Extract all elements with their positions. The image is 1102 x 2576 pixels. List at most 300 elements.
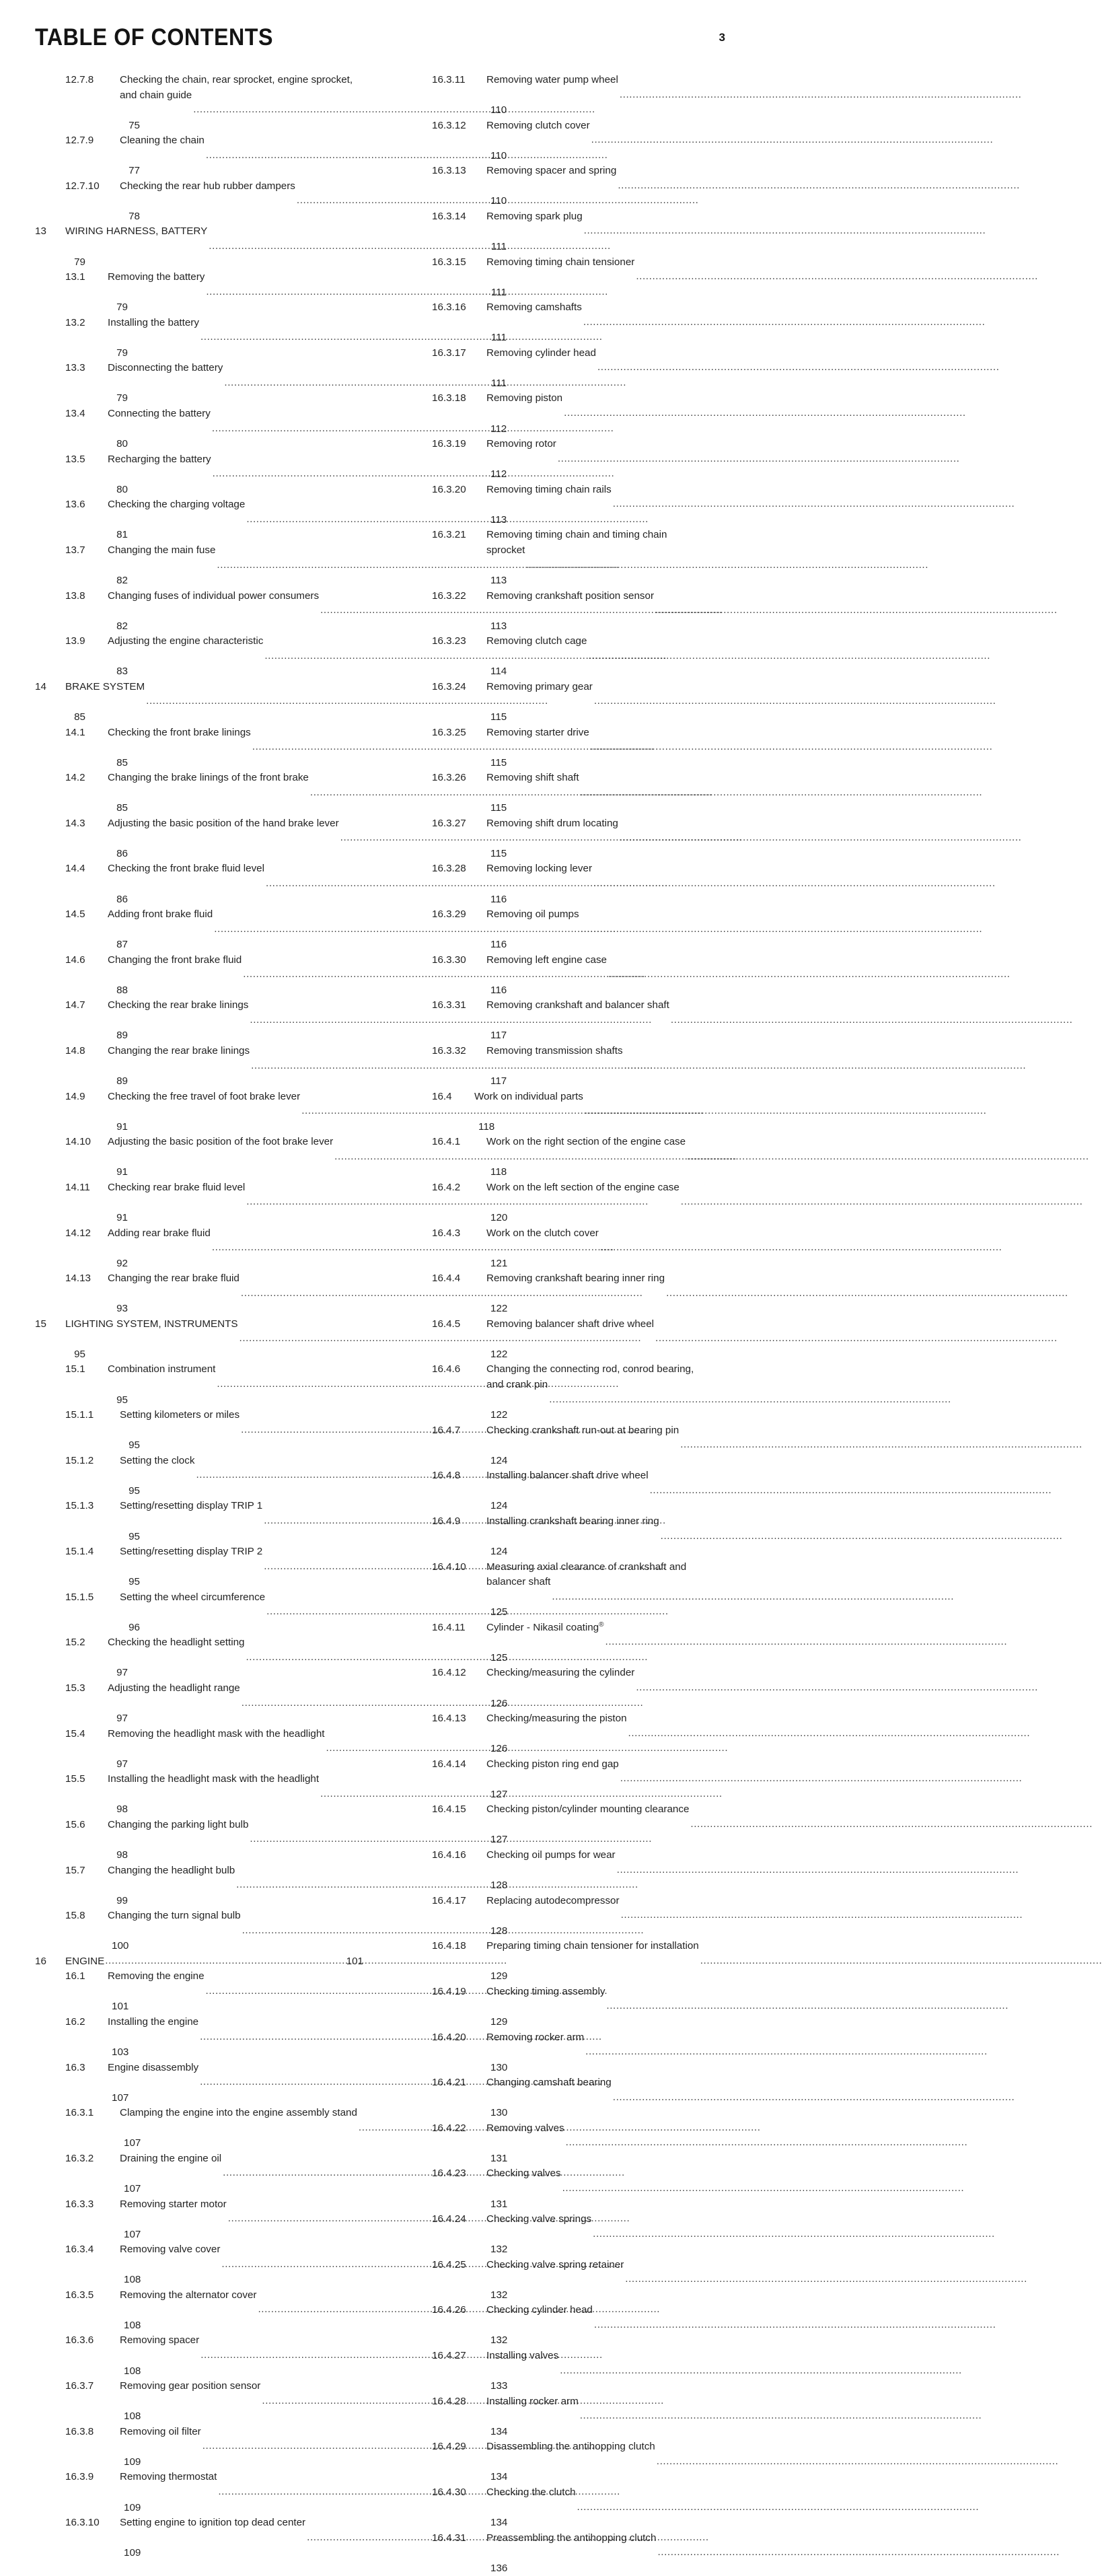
- toc-entry-number: 16.3.15: [432, 256, 466, 268]
- toc-entry-title: Changing camshaft bearing: [486, 2077, 612, 2089]
- toc-entry[interactable]: [35, 1908, 363, 1954]
- toc-entry[interactable]: [35, 725, 363, 771]
- toc-entry[interactable]: [402, 2485, 706, 2531]
- toc-column-right: [402, 73, 706, 2576]
- toc-entry-page: 109: [124, 2501, 141, 2513]
- toc-entry-title: Removing shift drum locating: [486, 817, 618, 829]
- toc-entry-title: Replacing autodecompressor: [486, 1894, 620, 1906]
- toc-entry-page: 91: [116, 1166, 128, 1178]
- toc-entry[interactable]: [35, 179, 363, 225]
- toc-entry[interactable]: [35, 133, 363, 179]
- toc-entry-page: 88: [116, 984, 128, 996]
- toc-entry[interactable]: [35, 589, 363, 635]
- toc-entry-number: 16.4.30: [432, 2486, 466, 2498]
- toc-entry[interactable]: [35, 2061, 363, 2106]
- toc-entry[interactable]: [402, 816, 706, 862]
- toc-entry[interactable]: [402, 1939, 706, 1984]
- toc-entry-body: [120, 1408, 363, 1454]
- toc-entry[interactable]: [402, 1848, 706, 1894]
- toc-entry[interactable]: [402, 1802, 706, 1848]
- toc-entry-body: [486, 634, 706, 680]
- toc-entry[interactable]: [402, 1089, 706, 1135]
- toc-entry-body: [486, 2303, 706, 2349]
- toc-entry-number: 14.10: [65, 1136, 91, 1148]
- toc-entry-page: 133: [490, 2380, 508, 2392]
- toc-entry-title: Removing piston: [486, 392, 563, 404]
- toc-entry-title: Changing the brake linings of the front brake: [108, 772, 309, 784]
- toc-entry-number: 16.1: [65, 1970, 85, 1982]
- toc-entry-body: [108, 725, 363, 771]
- toc-entry-body: [486, 2121, 706, 2167]
- toc-entry-number: 16.3.17: [432, 347, 466, 359]
- toc-entry-number: 16.4.13: [432, 1713, 466, 1725]
- toc-entry-body: [108, 1089, 363, 1135]
- toc-entry[interactable]: [402, 2166, 706, 2212]
- toc-entry[interactable]: [402, 1620, 706, 1666]
- toc-entry-page: 107: [124, 2137, 141, 2149]
- toc-entry[interactable]: [402, 1560, 706, 1620]
- toc-entry-page: 89: [116, 1030, 128, 1042]
- dot-leader: [320, 1787, 362, 1802]
- toc-entry[interactable]: [402, 2439, 706, 2485]
- toc-entry[interactable]: [402, 1226, 706, 1272]
- toc-entry[interactable]: [402, 2258, 706, 2303]
- toc-entry[interactable]: [402, 164, 706, 209]
- toc-entry[interactable]: [402, 1666, 706, 1711]
- toc-entry-title: Changing the turn signal bulb: [108, 1910, 241, 1922]
- toc-entry[interactable]: [35, 543, 363, 589]
- toc-entry-page: 128: [490, 1880, 508, 1892]
- toc-entry-body: [108, 1818, 363, 1863]
- toc-entry-page: 82: [116, 575, 128, 587]
- toc-entry-number: 14.9: [65, 1090, 85, 1102]
- toc-entry-page: 131: [490, 2198, 508, 2210]
- toc-entry[interactable]: [35, 2379, 363, 2425]
- dot-leader: [217, 1377, 362, 1392]
- toc-entry[interactable]: [35, 1954, 363, 1970]
- toc-entry-number: 16.3.3: [65, 2198, 94, 2210]
- toc-entry[interactable]: [35, 2333, 363, 2379]
- toc-entry-body: [108, 953, 363, 999]
- toc-entry-body: [65, 680, 363, 725]
- toc-entry-body: [108, 543, 363, 589]
- toc-entry-page: 112: [490, 468, 507, 480]
- toc-entry-number: 16.4.18: [432, 1940, 466, 1952]
- toc-entry[interactable]: [402, 589, 706, 635]
- toc-entry-page: 129: [490, 1970, 508, 1982]
- toc-entry[interactable]: [35, 497, 363, 543]
- toc-entry-body: [486, 1984, 706, 2030]
- toc-entry-title: Installing the engine: [108, 2016, 199, 2028]
- toc-entry[interactable]: [35, 1818, 363, 1863]
- toc-entry-number: 16.3.27: [432, 817, 466, 829]
- toc-entry[interactable]: [35, 2242, 363, 2288]
- toc-entry-title: Removing transmission shafts: [486, 1045, 623, 1057]
- toc-entry[interactable]: [35, 1317, 363, 1363]
- dot-leader: [613, 2090, 704, 2106]
- toc-entry-title: Removing the engine: [108, 1970, 205, 1982]
- toc-entry[interactable]: [35, 2151, 363, 2197]
- toc-entry-number: 16.2: [65, 2016, 85, 2028]
- dot-leader: [246, 512, 362, 528]
- toc-entry-number: 15.2: [65, 1637, 85, 1649]
- toc-entry[interactable]: [402, 953, 706, 999]
- toc-entry[interactable]: [402, 2212, 706, 2258]
- toc-entry-page: 125: [490, 1651, 508, 1663]
- toc-entry[interactable]: [35, 2288, 363, 2334]
- toc-entry[interactable]: [35, 1635, 363, 1681]
- toc-entry[interactable]: [35, 1271, 363, 1317]
- toc-entry[interactable]: [402, 1271, 706, 1317]
- toc-entry[interactable]: [35, 1180, 363, 1226]
- toc-entry-page: 128: [490, 1925, 508, 1937]
- toc-entry[interactable]: [402, 1180, 706, 1226]
- toc-entry-body: [120, 1590, 363, 1636]
- toc-entry[interactable]: [35, 634, 363, 680]
- toc-entry-body: [486, 437, 706, 482]
- toc-entry-body: [120, 2151, 363, 2197]
- toc-entry-body: [120, 2470, 363, 2515]
- toc-entry[interactable]: [35, 2106, 363, 2151]
- toc-entry-body: [486, 2212, 706, 2258]
- toc-entry[interactable]: [402, 1894, 706, 1939]
- toc-entry[interactable]: [402, 2121, 706, 2167]
- toc-entry[interactable]: [35, 406, 363, 452]
- toc-entry[interactable]: [402, 1514, 706, 1560]
- toc-entry-number: 14.5: [65, 908, 85, 921]
- dot-leader: [334, 1149, 362, 1165]
- toc-entry-title: Checking rear brake fluid level: [108, 1181, 246, 1193]
- toc-entry-body: [65, 224, 363, 270]
- toc-entry[interactable]: [35, 1681, 363, 1727]
- toc-entry[interactable]: [35, 73, 363, 133]
- toc-entry[interactable]: [402, 2030, 706, 2076]
- toc-entry[interactable]: [35, 361, 363, 406]
- toc-entry-body: [486, 907, 706, 953]
- dot-leader: [655, 1331, 704, 1347]
- toc-entry-number: 15.1.2: [65, 1454, 94, 1466]
- toc-entry[interactable]: [35, 1226, 363, 1272]
- toc-entry-title: Changing the main fuse: [108, 544, 216, 556]
- toc-entry[interactable]: [402, 1757, 706, 1803]
- toc-entry-page: 79: [116, 301, 128, 314]
- toc-entry[interactable]: [402, 437, 706, 482]
- dot-leader: [242, 1923, 362, 1939]
- toc-entry-body: [65, 1954, 363, 1970]
- toc-entry-body: [120, 133, 363, 179]
- toc-entry-title: Connecting the battery: [108, 408, 211, 420]
- toc-entry[interactable]: [35, 1772, 363, 1818]
- toc-entry-title: Removing timing chain tensioner: [486, 256, 635, 268]
- toc-entry[interactable]: [35, 1089, 363, 1135]
- toc-entry-body: [120, 2197, 363, 2243]
- toc-entry-body: [486, 1802, 706, 1848]
- dot-leader: [591, 740, 704, 755]
- dot-leader: [250, 1832, 362, 1847]
- toc-entry[interactable]: [402, 1135, 706, 1180]
- toc-entry[interactable]: [35, 771, 363, 816]
- toc-entry[interactable]: [402, 1468, 706, 1514]
- toc-entry-page: 131: [490, 2152, 508, 2164]
- toc-entry-page: 79: [116, 347, 128, 359]
- toc-entry-body: [120, 2515, 363, 2561]
- toc-entry-number: 16.4.27: [432, 2350, 466, 2362]
- toc-entry-page: 92: [116, 1257, 128, 1269]
- toc-entry-number: 15.5: [65, 1773, 85, 1785]
- dot-leader: [584, 223, 704, 239]
- toc-entry-page: 114: [490, 666, 507, 678]
- dot-leader: [657, 2545, 704, 2561]
- toc-entry-page: 115: [490, 847, 507, 859]
- toc-entry-title: Adjusting the headlight range: [108, 1682, 240, 1694]
- toc-entry-page: 103: [112, 2046, 129, 2059]
- toc-entry-page: 116: [490, 893, 507, 905]
- toc-entry-title: Removing timing chain and timing chain sprocket: [486, 529, 667, 556]
- toc-entry-number: 15.7: [65, 1864, 85, 1876]
- dot-leader: [258, 2302, 362, 2318]
- toc-entry-number: 16.4.23: [432, 2168, 466, 2180]
- toc-entry[interactable]: [35, 2515, 363, 2561]
- toc-entry-number: 16.3.11: [432, 74, 466, 85]
- toc-entry-title: Checking oil pumps for wear: [486, 1849, 616, 1861]
- toc-entry-title: Installing rocker arm: [486, 2395, 579, 2407]
- toc-entry-title: Engine disassembly: [108, 2061, 199, 2073]
- dot-leader: [359, 2120, 363, 2136]
- toc-entry-body: [486, 2394, 706, 2440]
- toc-entry-page: 109: [124, 2456, 141, 2468]
- toc-entry-title: Recharging the battery: [108, 453, 211, 465]
- toc-entry[interactable]: [402, 998, 706, 1044]
- toc-entry[interactable]: [35, 1408, 363, 1454]
- toc-entry[interactable]: [35, 1362, 363, 1408]
- toc-entry-page: 100: [112, 1940, 129, 1952]
- toc-entry[interactable]: [35, 1135, 363, 1180]
- dot-leader: [628, 1726, 704, 1742]
- toc-entry-title: Installing the battery: [108, 316, 199, 328]
- toc-entry-page: 79: [116, 392, 128, 404]
- toc-entry-page: 85: [116, 756, 128, 768]
- toc-entry[interactable]: [35, 907, 363, 953]
- toc-entry-page: 124: [490, 1454, 508, 1466]
- toc-entry-page: 81: [116, 529, 128, 541]
- toc-entry-number: 14: [35, 680, 46, 692]
- toc-entry-title: Checking the rear brake linings: [108, 999, 249, 1011]
- dot-leader: [264, 1513, 362, 1529]
- toc-entry-page: 132: [490, 2334, 508, 2347]
- toc-entry-title: Installing valves: [486, 2350, 559, 2362]
- toc-entry-number: 12.7.10: [65, 180, 100, 192]
- toc-entry[interactable]: [35, 1590, 363, 1636]
- toc-entry-body: [486, 1757, 706, 1803]
- dot-leader: [213, 466, 362, 482]
- toc-entry[interactable]: [402, 255, 706, 301]
- toc-entry[interactable]: [35, 2197, 363, 2243]
- toc-entry-title: Removing gear position sensor: [120, 2380, 261, 2392]
- toc-entry[interactable]: [35, 452, 363, 498]
- dot-leader: [552, 1589, 704, 1605]
- toc-entry[interactable]: [402, 2349, 706, 2394]
- toc-entry-body: [120, 2106, 363, 2151]
- toc-entry-number: 16.4.5: [432, 1318, 461, 1330]
- toc-entry[interactable]: [35, 680, 363, 725]
- toc-entry-body: [120, 2288, 363, 2334]
- toc-entry-body: [486, 2075, 706, 2121]
- toc-entry-number: 15.1.5: [65, 1591, 94, 1603]
- toc-entry-number: 16.3.20: [432, 483, 466, 495]
- toc-entry-page: 113: [490, 575, 507, 587]
- toc-entry-body: [486, 255, 706, 301]
- toc-entry[interactable]: [35, 1044, 363, 1089]
- toc-entry-page: 80: [116, 438, 128, 450]
- toc-entry[interactable]: [402, 861, 706, 907]
- toc-entry[interactable]: [402, 634, 706, 680]
- toc-entry-title: Setting/resetting display TRIP 1: [120, 1500, 263, 1512]
- toc-entry-body: [486, 73, 706, 118]
- toc-entry-body: [108, 589, 363, 635]
- toc-entry-title: Work on the right section of the engine case: [486, 1136, 686, 1148]
- toc-entry-number: 16.4.21: [432, 2077, 466, 2089]
- toc-entry-page: 97: [116, 1713, 128, 1725]
- dot-leader: [228, 2211, 362, 2227]
- toc-entry[interactable]: [402, 300, 706, 346]
- toc-entry[interactable]: [35, 1499, 363, 1544]
- toc-entry-body: [486, 1560, 706, 1620]
- toc-entry-number: 16.3.19: [432, 438, 466, 450]
- toc-entry[interactable]: [35, 861, 363, 907]
- toc-entry-number: 16.3.31: [432, 999, 466, 1011]
- toc-entry-page: 91: [116, 1120, 128, 1133]
- toc-entry-page: 95: [128, 1576, 140, 1588]
- toc-entry-number: 16.4.25: [432, 2258, 466, 2270]
- dot-leader: [206, 285, 362, 300]
- toc-entry-title: Adding front brake fluid: [108, 908, 213, 921]
- toc-entry[interactable]: [402, 118, 706, 164]
- toc-entry-page: 130: [490, 2061, 508, 2073]
- toc-entry[interactable]: [35, 1863, 363, 1909]
- toc-entry-title: Removing rocker arm: [486, 2031, 585, 2043]
- toc-entry[interactable]: [35, 816, 363, 862]
- toc-entry-title: Checking timing assembly: [486, 1985, 605, 1997]
- toc-entry-number: 16.4.4: [432, 1273, 461, 1285]
- toc-entry-page: 130: [490, 2107, 508, 2119]
- toc-entry[interactable]: [402, 725, 706, 771]
- toc-entry-body: [108, 861, 363, 907]
- toc-entry-title: Removing timing chain rails: [486, 483, 612, 495]
- toc-entry-number: 16.3.32: [432, 1045, 466, 1057]
- toc-entry-number: 15: [35, 1318, 46, 1330]
- toc-entry-number: 14.1: [65, 726, 85, 738]
- toc-entry[interactable]: [402, 346, 706, 392]
- toc-entry-body: [108, 1863, 363, 1909]
- toc-entry[interactable]: [35, 2470, 363, 2515]
- toc-entry-body: [486, 953, 706, 999]
- toc-entry[interactable]: [402, 2531, 706, 2576]
- toc-entry-page: 77: [128, 165, 140, 177]
- toc-entry[interactable]: [402, 1317, 706, 1363]
- toc-entry-number: 14.3: [65, 817, 85, 829]
- toc-entry[interactable]: [402, 680, 706, 725]
- toc-entry[interactable]: [35, 953, 363, 999]
- toc-entry-title: Removing spark plug: [486, 210, 583, 222]
- toc-entry[interactable]: [402, 73, 706, 118]
- toc-entry[interactable]: [402, 391, 706, 437]
- dot-leader: [266, 1604, 362, 1620]
- toc-entry[interactable]: [35, 1544, 363, 1590]
- toc-entry[interactable]: [35, 2425, 363, 2470]
- toc-entry-number: 16.4.10: [432, 1561, 466, 1573]
- toc-entry-number: 16.4.26: [432, 2304, 466, 2316]
- toc-entry[interactable]: [35, 224, 363, 270]
- dot-leader: [597, 360, 704, 375]
- toc-entry[interactable]: [35, 1454, 363, 1499]
- dot-leader: [605, 1635, 704, 1650]
- toc-entry[interactable]: [402, 1362, 706, 1423]
- toc-entry[interactable]: [402, 2303, 706, 2349]
- toc-entry-title: Draining the engine oil: [120, 2152, 222, 2164]
- toc-entry-title: LIGHTING SYSTEM, INSTRUMENTS: [65, 1318, 238, 1330]
- toc-entry[interactable]: [402, 2394, 706, 2440]
- toc-entry-page: 127: [490, 1834, 508, 1846]
- toc-entry[interactable]: [402, 771, 706, 816]
- toc-entry[interactable]: [402, 528, 706, 588]
- toc-entry-title: Removing clutch cover: [486, 119, 590, 131]
- toc-entry-title: Checking the clutch: [486, 2486, 576, 2498]
- toc-entry[interactable]: [35, 1969, 363, 2015]
- toc-entry-body: [108, 1135, 363, 1180]
- dot-leader: [264, 649, 362, 664]
- toc-entry-page: 79: [74, 256, 85, 268]
- toc-entry[interactable]: [402, 907, 706, 953]
- toc-entry-body: [120, 2242, 363, 2288]
- toc-entry[interactable]: [35, 316, 363, 361]
- toc-entry[interactable]: [402, 2075, 706, 2121]
- toc-entry-body: [108, 1635, 363, 1681]
- toc-entry[interactable]: [402, 1711, 706, 1757]
- dot-leader: [297, 193, 362, 209]
- toc-entry-page: 82: [116, 620, 128, 632]
- toc-entry-number: 13.7: [65, 544, 85, 556]
- toc-entry-number: 16.3.8: [65, 2425, 94, 2437]
- toc-entry-page: 118: [478, 1120, 495, 1133]
- toc-entry-number: 16.3.7: [65, 2380, 94, 2392]
- toc-entry[interactable]: [402, 209, 706, 255]
- toc-entry-page: 107: [112, 2091, 129, 2104]
- toc-entry[interactable]: [402, 1044, 706, 1089]
- toc-entry-page: 121: [490, 1257, 508, 1269]
- toc-entry-body: [486, 1226, 706, 1272]
- toc-entry[interactable]: [402, 1423, 706, 1469]
- toc-entry-number: 16.4.17: [432, 1894, 466, 1906]
- toc-entry-number: 13.2: [65, 316, 85, 328]
- toc-entry-number: 16.3.18: [432, 392, 466, 404]
- dot-leader: [203, 2439, 362, 2454]
- dot-leader: [560, 2363, 704, 2379]
- toc-entry-title: Checking the free travel of foot brake lever: [108, 1090, 301, 1102]
- toc-entry-body: [486, 1848, 706, 1894]
- toc-entry-number: 16.3.13: [432, 165, 466, 177]
- toc-entry[interactable]: [35, 998, 363, 1044]
- toc-entry[interactable]: [35, 270, 363, 316]
- toc-entry-title: Checking/measuring the cylinder: [486, 1667, 635, 1679]
- toc-entry[interactable]: [402, 482, 706, 528]
- toc-entry-title: Removing left engine case: [486, 954, 607, 966]
- toc-entry-page: 98: [116, 1803, 128, 1816]
- toc-entry-title: Removing spacer and spring: [486, 165, 617, 177]
- toc-entry[interactable]: [35, 1727, 363, 1773]
- dot-leader: [146, 694, 362, 709]
- toc-entry[interactable]: [402, 1984, 706, 2030]
- toc-entry[interactable]: [35, 2015, 363, 2061]
